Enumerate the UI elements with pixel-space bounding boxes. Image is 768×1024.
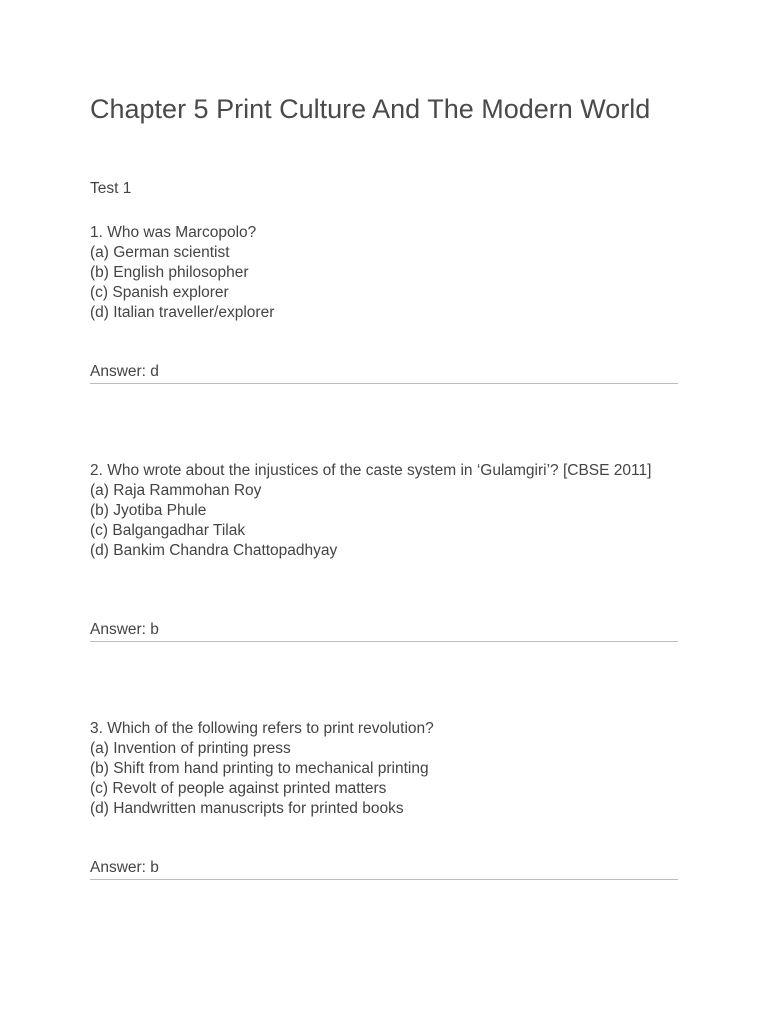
question-1: [90, 223, 678, 323]
answer-2: Answer: b: [90, 620, 678, 642]
option-b: (b) Jyotiba Phule: [90, 502, 207, 519]
question-2: [90, 461, 678, 561]
option-a: (a) Invention of printing press: [90, 740, 291, 757]
test-label: Test 1: [90, 180, 132, 197]
option-a: (a) Raja Rammohan Roy: [90, 482, 262, 499]
option-c: (c) Spanish explorer: [90, 284, 229, 301]
question-text: 1. Who was Marcopolo?: [90, 224, 257, 241]
option-b: (b) Shift from hand printing to mechanical printing: [90, 760, 429, 777]
option-a: (a) German scientist: [90, 244, 230, 261]
question-3: [90, 719, 678, 819]
option-c: (c) Balgangadhar Tilak: [90, 522, 246, 539]
option-b: (b) English philosopher: [90, 264, 249, 281]
option-d: (d) Italian traveller/explorer: [90, 304, 275, 321]
question-text: 3. Which of the following refers to print revolution?: [90, 720, 434, 737]
page-title: Chapter 5 Print Culture And The Modern World: [90, 94, 651, 124]
option-c: (c) Revolt of people against printed matters: [90, 780, 387, 797]
option-d: (d) Handwritten manuscripts for printed books: [90, 800, 404, 817]
option-d: (d) Bankim Chandra Chattopadhyay: [90, 542, 338, 559]
answer-1: Answer: d: [90, 362, 678, 384]
answer-3: Answer: b: [90, 858, 678, 880]
question-text: 2. Who wrote about the injustices of the caste system in ‘Gulamgiri’? [CBSE 2011]: [90, 462, 652, 479]
